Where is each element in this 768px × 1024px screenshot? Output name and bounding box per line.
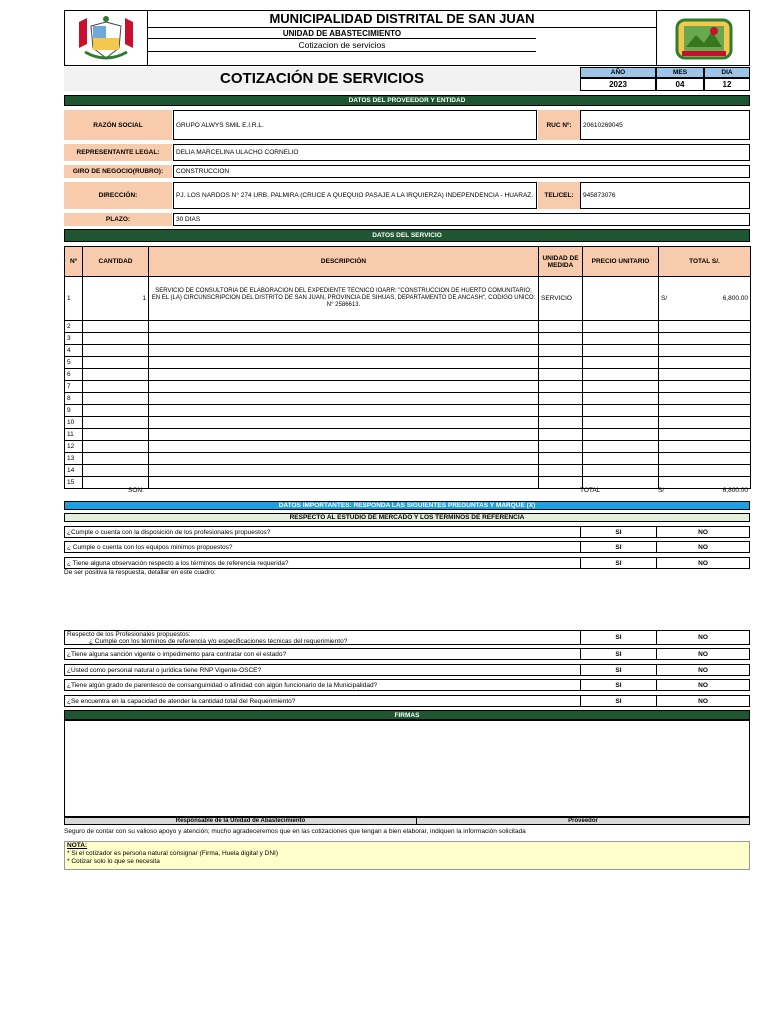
description-cell[interactable]: SERVICIO DE CONSULTORIA DE ELABORACION DEL EXPEDIENTE TECNICO IOARR: "CONSTRUCCION DE HUERTO COMUNITARIO; EN EL (LA) CIRCUNSCRIPCION DEL DISTRITO DE SAN JUAN, PROVINCIA DE SIHUAS, DEPARTAMENTO DE ANCASH", CODIGO UNICO: N° 2586613. — [149, 277, 539, 321]
representative-field[interactable]: DELIA MARCELINA ULACHO CORNELIO — [173, 144, 750, 161]
quantity-cell[interactable] — [83, 333, 149, 345]
unit-price-cell[interactable] — [583, 441, 659, 453]
total-cell[interactable] — [659, 357, 751, 369]
quantity-cell[interactable] — [83, 441, 149, 453]
unit-cell[interactable] — [539, 405, 583, 417]
quantity-cell[interactable] — [83, 345, 149, 357]
total-amount: 6,800.00 — [722, 295, 748, 302]
phone-label: TEL/CEL: — [538, 182, 580, 209]
question-professionals-terms — [64, 630, 581, 645]
business-line-field[interactable]: CONSTRUCCION — [173, 165, 750, 178]
table-row — [65, 441, 751, 453]
row-number: 6 — [65, 369, 83, 381]
unit-cell[interactable] — [539, 393, 583, 405]
answer-yes-1[interactable]: SI — [580, 526, 657, 538]
question-kinship: ¿Tiene algún grado de parentesco de consanguinidad o afinidad con algún funcionario de la Municipalidad? — [64, 679, 581, 691]
description-cell[interactable] — [149, 357, 539, 369]
unit-price-cell[interactable] — [583, 405, 659, 417]
day-value[interactable]: 12 — [704, 78, 750, 91]
table-row — [65, 345, 751, 357]
signature-label-provider: Proveedor — [416, 817, 750, 825]
quantity-cell[interactable] — [83, 465, 149, 477]
note-line-2: * Cotizar solo lo que se necesita — [67, 858, 160, 865]
unit-price-cell[interactable] — [583, 357, 659, 369]
row-number: 11 — [65, 429, 83, 441]
row-number: 9 — [65, 405, 83, 417]
question-rnp: ¿Usted como personal natural o juridica tiene RNP Vigente-OSCE? — [64, 664, 581, 676]
service-items-table — [64, 246, 751, 489]
description-cell[interactable] — [149, 465, 539, 477]
answer-yes-4[interactable]: SI — [580, 630, 657, 645]
description-cell[interactable] — [149, 429, 539, 441]
answer-no-8[interactable]: NO — [656, 695, 750, 707]
son-label: SON: — [128, 487, 144, 494]
col-header-description: DESCRIPCIÓN — [149, 247, 539, 277]
description-cell[interactable] — [149, 381, 539, 393]
quantity-cell[interactable] — [83, 381, 149, 393]
unit-cell[interactable] — [539, 453, 583, 465]
term-field[interactable]: 30 DIAS — [173, 213, 750, 226]
table-header-row — [65, 247, 751, 277]
important-questions-title: DATOS IMPORTANTES: RESPONDA LAS SIGUIENTES PREGUNTAS Y MARQUE (X) — [64, 501, 750, 510]
table-row — [65, 321, 751, 333]
quantity-cell[interactable]: 1 — [83, 277, 149, 321]
col-header-unit: UNIDAD DE MEDIDA — [539, 247, 583, 277]
quantity-cell[interactable] — [83, 417, 149, 429]
total-cell[interactable] — [659, 453, 751, 465]
address-label: DIRECCIÓN: — [64, 182, 172, 209]
address-field[interactable]: PJ. LOS NARDOS N° 274 URB. PALMIRA (CRUCE A QUEQUIO PASAJE A LA IRQUIERZA) INDEPENDENCIA - HUARAZ. — [173, 182, 537, 209]
unit-cell[interactable] — [539, 429, 583, 441]
unit-price-cell[interactable] — [583, 393, 659, 405]
description-cell[interactable] — [149, 477, 539, 489]
quantity-cell[interactable] — [83, 429, 149, 441]
unit-price-cell[interactable] — [583, 381, 659, 393]
month-value[interactable]: 04 — [656, 78, 704, 91]
question-professionals-terms-text: ¿ Cumple con los términos de referencia y/o especificaciones técnicas del requerimiento? — [89, 638, 348, 645]
unit-cell[interactable] — [539, 417, 583, 429]
phone-field[interactable]: 945873076 — [580, 182, 750, 209]
razon-social-label: RAZÓN SOCIAL — [64, 110, 172, 140]
table-row — [65, 417, 751, 429]
business-line-label: GIRO DE NEGOCIO(RUBRO): — [64, 165, 172, 178]
row-number: 13 — [65, 453, 83, 465]
table-row — [65, 465, 751, 477]
unit-cell[interactable] — [539, 465, 583, 477]
total-cell[interactable] — [659, 465, 751, 477]
total-cell[interactable] — [659, 345, 751, 357]
table-row — [65, 393, 751, 405]
total-label: TOTAL — [580, 487, 601, 494]
year-label: AÑO — [580, 67, 656, 78]
day-label: DIA — [704, 67, 750, 78]
note-box — [64, 841, 750, 870]
total-cell[interactable] — [659, 333, 751, 345]
total-cell[interactable] — [659, 369, 751, 381]
total-cell[interactable] — [659, 405, 751, 417]
ruc-field[interactable]: 20610269045 — [580, 110, 750, 140]
col-header-total: TOTAL S/. — [659, 247, 751, 277]
quantity-cell[interactable] — [83, 321, 149, 333]
unit-price-cell[interactable] — [583, 465, 659, 477]
provider-section-title: DATOS DEL PROVEEDOR Y ENTIDAD — [64, 95, 750, 106]
row-number: 8 — [65, 393, 83, 405]
answer-no-4[interactable]: NO — [656, 630, 750, 645]
quantity-cell[interactable] — [83, 369, 149, 381]
total-cell[interactable] — [659, 417, 751, 429]
total-cell[interactable] — [659, 393, 751, 405]
unit-price-cell[interactable] — [583, 429, 659, 441]
question-sanction: ¿Tiene alguna sanción vigente o impedimento para contratar con el estado? — [64, 648, 581, 660]
question-professionals-terms-intro: Respecto de los Profesionales propuestos: — [67, 631, 191, 638]
total-cell[interactable] — [659, 441, 751, 453]
representative-label: REPRESENTANTE LEGAL: — [64, 144, 172, 161]
answer-no-3[interactable]: NO — [656, 557, 750, 569]
total-cell[interactable] — [659, 321, 751, 333]
answer-no-1[interactable]: NO — [656, 526, 750, 538]
term-label: PLAZO: — [64, 213, 172, 226]
quantity-cell[interactable] — [83, 405, 149, 417]
signature-area[interactable] — [64, 720, 750, 817]
month-label: MES — [656, 67, 704, 78]
answer-yes-5[interactable]: SI — [580, 648, 657, 660]
row-number: 1 — [65, 277, 83, 321]
note-label: NOTA: — [67, 842, 88, 849]
answer-no-6[interactable]: NO — [656, 664, 750, 676]
total-cell[interactable] — [659, 429, 751, 441]
currency-symbol: S/ — [661, 295, 668, 302]
note-line-1: * Si el cotizador es persona natural consignar (Firma, Huela digital y DNI) — [67, 850, 278, 857]
table-row — [65, 453, 751, 465]
unit-price-cell[interactable] — [583, 321, 659, 333]
table-row — [65, 277, 751, 321]
peru-coat-of-arms-icon — [71, 14, 141, 64]
signatures-title: FIRMAS — [64, 710, 750, 720]
thanks-message: Seguro de contar con su valioso apoyo y atención; mucho agradeceremos que en las cotizaciones que tengan a bien elaborar, indiquen la información solicitada — [64, 828, 526, 835]
row-number: 12 — [65, 441, 83, 453]
question-professionals: ¿Cumple o cuenta con la disposición de los profesionales propuestos? — [64, 526, 581, 538]
description-cell[interactable] — [149, 417, 539, 429]
unit-cell[interactable] — [539, 381, 583, 393]
description-cell[interactable] — [149, 393, 539, 405]
answer-yes-7[interactable]: SI — [580, 679, 657, 691]
description-cell[interactable] — [149, 405, 539, 417]
description-cell[interactable] — [149, 333, 539, 345]
observation-note: De ser positiva la respuesta, detallar en este cuadro: — [64, 569, 216, 576]
quantity-cell[interactable] — [83, 453, 149, 465]
description-cell[interactable] — [149, 453, 539, 465]
service-section-title: DATOS DEL SERVICIO — [64, 229, 750, 242]
answer-yes-3[interactable]: SI — [580, 557, 657, 569]
unit-price-cell[interactable] — [583, 345, 659, 357]
logo-left-cell — [64, 10, 148, 66]
unit-cell[interactable] — [539, 333, 583, 345]
row-number: 15 — [65, 477, 83, 489]
table-row — [65, 333, 751, 345]
table-row — [65, 369, 751, 381]
unit-cell[interactable] — [539, 321, 583, 333]
document-title: COTIZACIÓN DE SERVICIOS — [64, 67, 580, 91]
unit-cell[interactable] — [539, 441, 583, 453]
row-number: 10 — [65, 417, 83, 429]
market-study-title: RESPECTO AL ESTUDIO DE MERCADO Y LOS TERMINOS DE REFERENCIA — [64, 513, 750, 522]
description-cell[interactable] — [149, 321, 539, 333]
row-number: 7 — [65, 381, 83, 393]
question-observation: ¿ Tiene alguna observación respecto a los términos de referencia requerida? — [64, 557, 581, 569]
answer-no-2[interactable]: NO — [656, 541, 750, 553]
year-value[interactable]: 2023 — [580, 78, 656, 91]
unit-cell[interactable] — [539, 345, 583, 357]
description-cell[interactable] — [149, 345, 539, 357]
table-row — [65, 357, 751, 369]
total-currency: S/ — [658, 487, 665, 494]
answer-yes-8[interactable]: SI — [580, 695, 657, 707]
document-subtitle: Cotizacion de servicios — [148, 39, 536, 52]
quantity-cell[interactable] — [83, 357, 149, 369]
row-number: 3 — [65, 333, 83, 345]
unit-price-cell[interactable] — [583, 333, 659, 345]
unit-price-cell[interactable] — [583, 277, 659, 321]
unit-price-cell[interactable] — [583, 417, 659, 429]
unit-price-cell[interactable] — [583, 453, 659, 465]
unit-name: UNIDAD DE ABASTECIMIENTO — [148, 28, 536, 39]
question-equipment: ¿ Cumple o cuenta con los equipos minimos propuestos? — [64, 541, 581, 553]
unit-price-cell[interactable] — [583, 369, 659, 381]
unit-cell[interactable] — [539, 477, 583, 489]
answer-no-7[interactable]: NO — [656, 679, 750, 691]
table-row — [65, 381, 751, 393]
col-header-unit-price: PRECIO UNITARIO — [583, 247, 659, 277]
unit-cell[interactable] — [539, 357, 583, 369]
description-cell[interactable] — [149, 369, 539, 381]
col-header-quantity: CANTIDAD — [83, 247, 149, 277]
row-number: 14 — [65, 465, 83, 477]
answer-yes-6[interactable]: SI — [580, 664, 657, 676]
quantity-cell[interactable] — [83, 393, 149, 405]
ruc-label: RUC Nº: — [538, 110, 580, 140]
row-number: 2 — [65, 321, 83, 333]
unit-cell[interactable] — [539, 369, 583, 381]
total-cell[interactable] — [659, 381, 751, 393]
observation-detail-area[interactable] — [64, 578, 750, 628]
signature-label-responsible: Responsable de la Unidad de Abastecimiento — [64, 817, 417, 825]
total-cell[interactable] — [659, 277, 751, 321]
description-cell[interactable] — [149, 441, 539, 453]
table-row — [65, 405, 751, 417]
answer-no-5[interactable]: NO — [656, 648, 750, 660]
question-capacity: ¿Se encuentra en la capacidad de atender la cantidad total del Requerimiento? — [64, 695, 581, 707]
answer-yes-2[interactable]: SI — [580, 541, 657, 553]
row-number: 5 — [65, 357, 83, 369]
razon-social-field[interactable]: GRUPO ALWYS SMIL E.I.R.L. — [173, 110, 537, 140]
grand-total: 6,800.00 — [722, 487, 748, 494]
unit-cell[interactable]: SERVICIO — [539, 277, 583, 321]
row-number: 4 — [65, 345, 83, 357]
district-emblem-icon — [674, 17, 734, 61]
municipality-title: MUNICIPALIDAD DISTRITAL DE SAN JUAN — [148, 10, 656, 28]
logo-right-cell — [656, 10, 750, 66]
table-row — [65, 429, 751, 441]
col-header-number: Nº — [65, 247, 83, 277]
